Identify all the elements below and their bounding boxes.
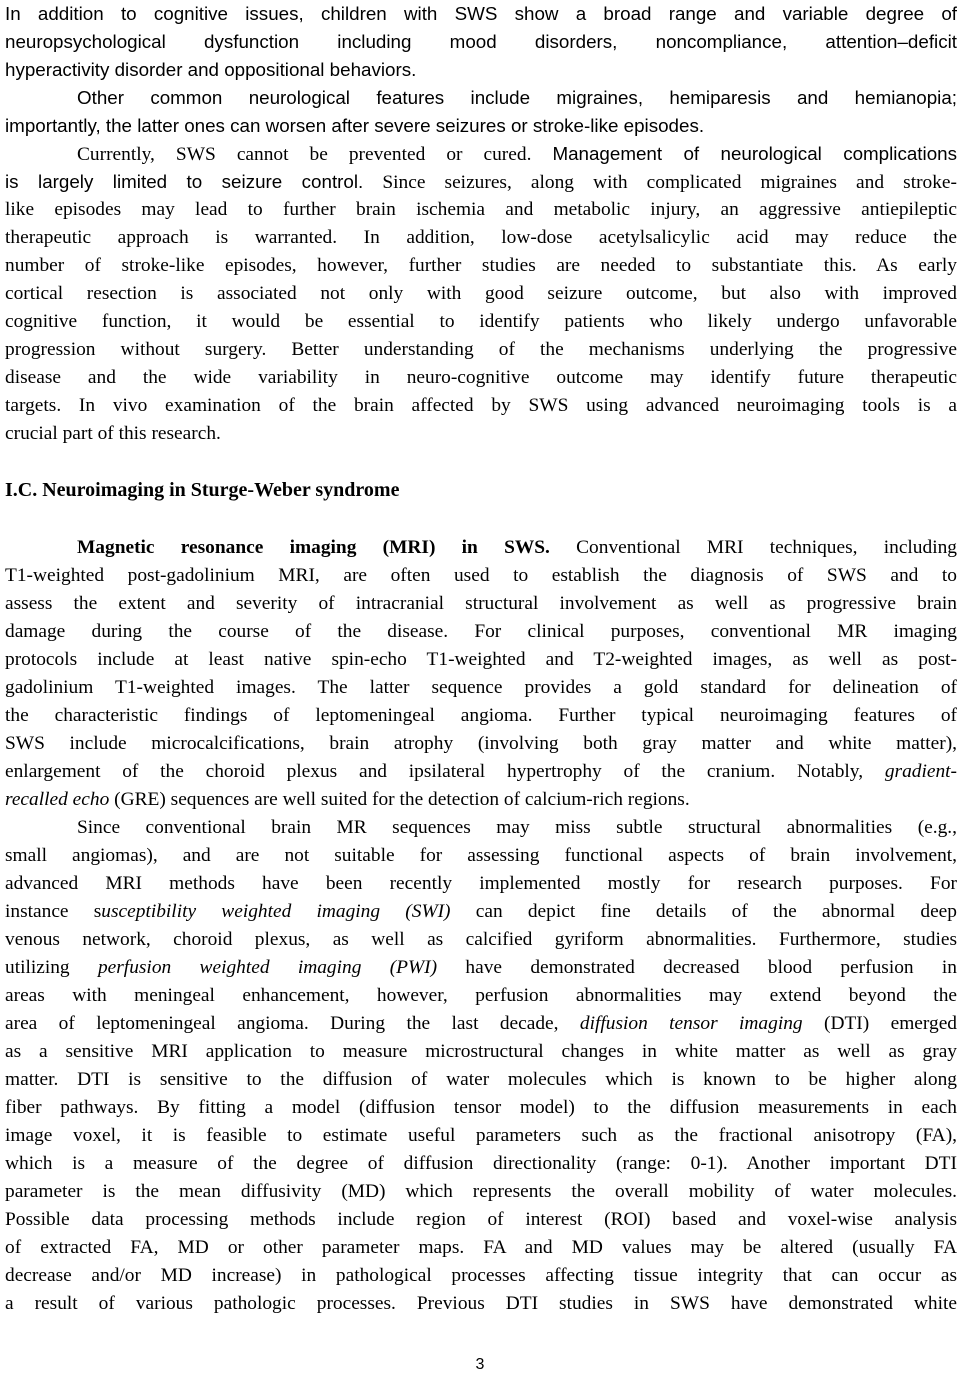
text-line: hyperactivity disorder and oppositional behaviors. bbox=[5, 59, 417, 80]
italic-term: gradient- bbox=[884, 761, 957, 782]
text-line: neuropsychological dysfunction including mood disorders, noncompliance, attention–deficit bbox=[5, 31, 957, 52]
text-line: areas with meningeal enhancement, however, perfusion abnormalities may extend beyond the bbox=[5, 985, 957, 1006]
text-line: advanced MRI methods have been recently implemented mostly for research purposes. For bbox=[5, 873, 957, 894]
section-heading: I.C. Neuroimaging in Sturge-Weber syndrome bbox=[5, 479, 400, 501]
text-line: which is a measure of the degree of diffusion directionality (range: 0-1). Another important DTI bbox=[5, 1153, 957, 1174]
text-line: of extracted FA, MD or other parameter maps. FA and MD values may be altered (usually FA bbox=[5, 1237, 957, 1258]
text-line bbox=[5, 1010, 957, 1038]
text-line: progression without surgery. Better understanding of the mechanisms underlying the progressive bbox=[5, 339, 957, 360]
text-segment: instance s bbox=[5, 901, 102, 922]
subheading: Magnetic resonance imaging (MRI) in SWS. bbox=[77, 537, 550, 558]
text-line: small angiomas), and are not suitable for assessing functional aspects of brain involvement, bbox=[5, 845, 957, 866]
text-line: venous network, choroid plexus, as well as calcified gyriform abnormalities. Furthermore, studies bbox=[5, 929, 957, 950]
text-segment: have demonstrated decreased blood perfusion in bbox=[437, 957, 957, 978]
text-line: disease and the wide variability in neuro-cognitive outcome may identify future therapeutic bbox=[5, 367, 957, 388]
text-line bbox=[5, 534, 957, 562]
text-segment: Management of neurological complications bbox=[552, 143, 957, 164]
text-line: gadolinium T1-weighted images. The latter sequence provides a gold standard for delineation of bbox=[5, 677, 957, 698]
text-segment: enlargement of the choroid plexus and ipsilateral hypertrophy of the cranium. Notably, bbox=[5, 761, 885, 782]
text-line: the characteristic findings of leptomeningeal angioma. Further typical neuroimaging features of bbox=[5, 705, 957, 726]
text-line: damage during the course of the disease. For clinical purposes, conventional MR imaging bbox=[5, 621, 957, 642]
text-line: crucial part of this research. bbox=[5, 423, 221, 444]
text-line: cortical resection is associated not only with good seizure outcome, but also with improved bbox=[5, 283, 957, 304]
text-line bbox=[5, 954, 957, 982]
text-line bbox=[5, 758, 957, 786]
text-line: importantly, the latter ones can worsen after severe seizures or stroke-like episodes. bbox=[5, 115, 705, 136]
text-segment: Since seizures, along with complicated migraines and stroke- bbox=[382, 172, 957, 193]
text-segment: (DTI) emerged bbox=[802, 1013, 958, 1034]
text-line: number of stroke-like episodes, however, further studies are needed to substantiate this. As early bbox=[5, 255, 957, 276]
paragraph-neuropsych bbox=[5, 0, 957, 448]
text-line: a result of various pathologic processes. Previous DTI studies in SWS have demonstrated white bbox=[5, 1293, 957, 1314]
text-line: SWS include microcalcifications, brain atrophy (involving both gray matter and white matter), bbox=[5, 733, 957, 754]
text-segment: can depict fine details of the abnormal deep bbox=[450, 901, 957, 922]
text-segment: area of leptomeningeal angioma. During the last decade, bbox=[5, 1013, 580, 1034]
text-line bbox=[5, 140, 957, 168]
italic-term: diffusion tensor imaging bbox=[579, 1013, 803, 1034]
text-line: T1-weighted post-gadolinium MRI, are often used to establish the diagnosis of SWS and to bbox=[5, 565, 957, 586]
text-line: protocols include at least native spin-echo T1-weighted and T2-weighted images, as well as post- bbox=[5, 649, 957, 670]
spacer bbox=[5, 448, 957, 474]
text-line: therapeutic approach is warranted. In addition, low-dose acetylsalicylic acid may reduce the bbox=[5, 227, 957, 248]
text-line: targets. In vivo examination of the brain affected by SWS using advanced neuroimaging tools is a bbox=[5, 395, 957, 416]
text-segment: Conventional MRI techniques, including bbox=[549, 537, 957, 558]
text-segment: is largely limited to seizure control. bbox=[5, 171, 364, 192]
text-line: Since conventional brain MR sequences may miss subtle structural abnormalities (e.g., bbox=[77, 817, 957, 838]
italic-term: recalled echo bbox=[5, 789, 110, 810]
page-number: 3 bbox=[475, 1356, 485, 1373]
spacer bbox=[5, 504, 957, 530]
text-line: cognitive function, it would be essential to identify patients who likely undergo unfavorable bbox=[5, 311, 957, 332]
italic-term: perfusion weighted imaging (PWI) bbox=[97, 957, 438, 978]
text-segment: (GRE) sequences are well suited for the detection of calcium-rich regions. bbox=[109, 789, 690, 810]
text-line: assess the extent and severity of intracranial structural involvement as well as progressive brain bbox=[5, 593, 957, 614]
text-line: as a sensitive MRI application to measure microstructural changes in white matter as well as gray bbox=[5, 1041, 957, 1062]
text-line bbox=[5, 168, 957, 196]
text-line bbox=[5, 786, 957, 814]
text-line: like episodes may lead to further brain ischemia and metabolic injury, an aggressive antiepileptic bbox=[5, 199, 957, 220]
paragraph-mri bbox=[5, 534, 957, 1318]
text-line: Possible data processing methods include region of interest (ROI) based and voxel-wise analysis bbox=[5, 1209, 957, 1230]
text-line: fiber pathways. By fitting a model (diffusion tensor model) to the diffusion measurements in each bbox=[5, 1097, 957, 1118]
text-line: In addition to cognitive issues, children with SWS show a broad range and variable degree of bbox=[5, 3, 957, 24]
text-segment: utilizing bbox=[5, 957, 98, 978]
text-line: decrease and/or MD increase) in pathological processes affecting tissue integrity that can occur as bbox=[5, 1265, 957, 1286]
text-segment: Currently, SWS cannot be prevented or cured. bbox=[77, 144, 532, 165]
text-line: matter. DTI is sensitive to the diffusion of water molecules which is known to be higher along bbox=[5, 1069, 957, 1090]
text-line: image voxel, it is feasible to estimate useful parameters such as the fractional anisotropy (FA), bbox=[5, 1125, 957, 1146]
text-line: Other common neurological features include migraines, hemiparesis and hemianopia; bbox=[77, 87, 957, 108]
text-line: parameter is the mean diffusivity (MD) which represents the overall mobility of water molecules. bbox=[5, 1181, 957, 1202]
document-page bbox=[5, 0, 957, 1318]
italic-term: usceptibility weighted imaging (SWI) bbox=[101, 901, 451, 922]
text-line bbox=[5, 898, 957, 926]
